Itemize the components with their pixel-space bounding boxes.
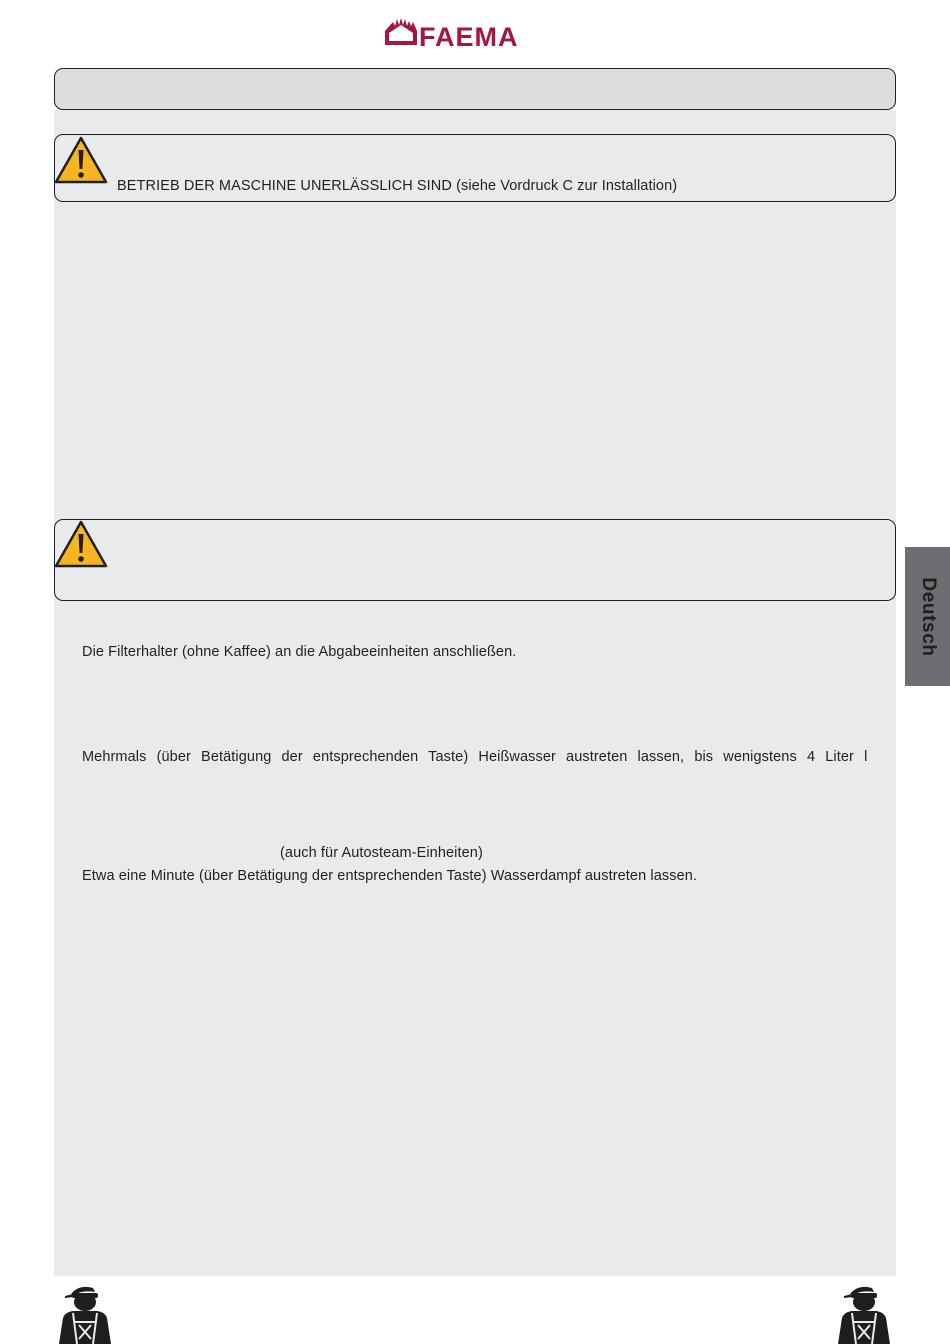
warning-triangle-icon bbox=[54, 136, 108, 184]
hot-water-instruction: Mehrmals (über Betätigung der entsprechenden Taste) Heißwasser austreten lassen, bis wenigstens 4 Liter l bbox=[82, 749, 868, 765]
section-header-bar bbox=[54, 68, 896, 110]
faema-logo bbox=[383, 16, 567, 48]
brand-name: FAEMA bbox=[419, 22, 519, 48]
language-tab-label: Deutsch bbox=[917, 576, 939, 657]
filter-holder-instruction: Die Filterhalter (ohne Kaffee) an die Abgabeeinheiten anschließen. bbox=[82, 644, 517, 660]
technician-icon bbox=[55, 1282, 119, 1344]
warning-box-2 bbox=[54, 519, 896, 601]
warning-triangle-icon bbox=[54, 520, 108, 568]
technician-icon bbox=[834, 1282, 898, 1344]
steam-heading: (auch für Autosteam-Einheiten) bbox=[280, 845, 483, 861]
content-panel bbox=[54, 110, 896, 1276]
language-tab[interactable] bbox=[905, 547, 950, 686]
steam-instruction: Etwa eine Minute (über Betätigung der entsprechenden Taste) Wasserdampf austreten lassen. bbox=[82, 868, 698, 884]
warning-1-text: BETRIEB DER MASCHINE UNERLÄSSLICH SIND (siehe Vordruck C zur Installation) bbox=[117, 178, 678, 194]
